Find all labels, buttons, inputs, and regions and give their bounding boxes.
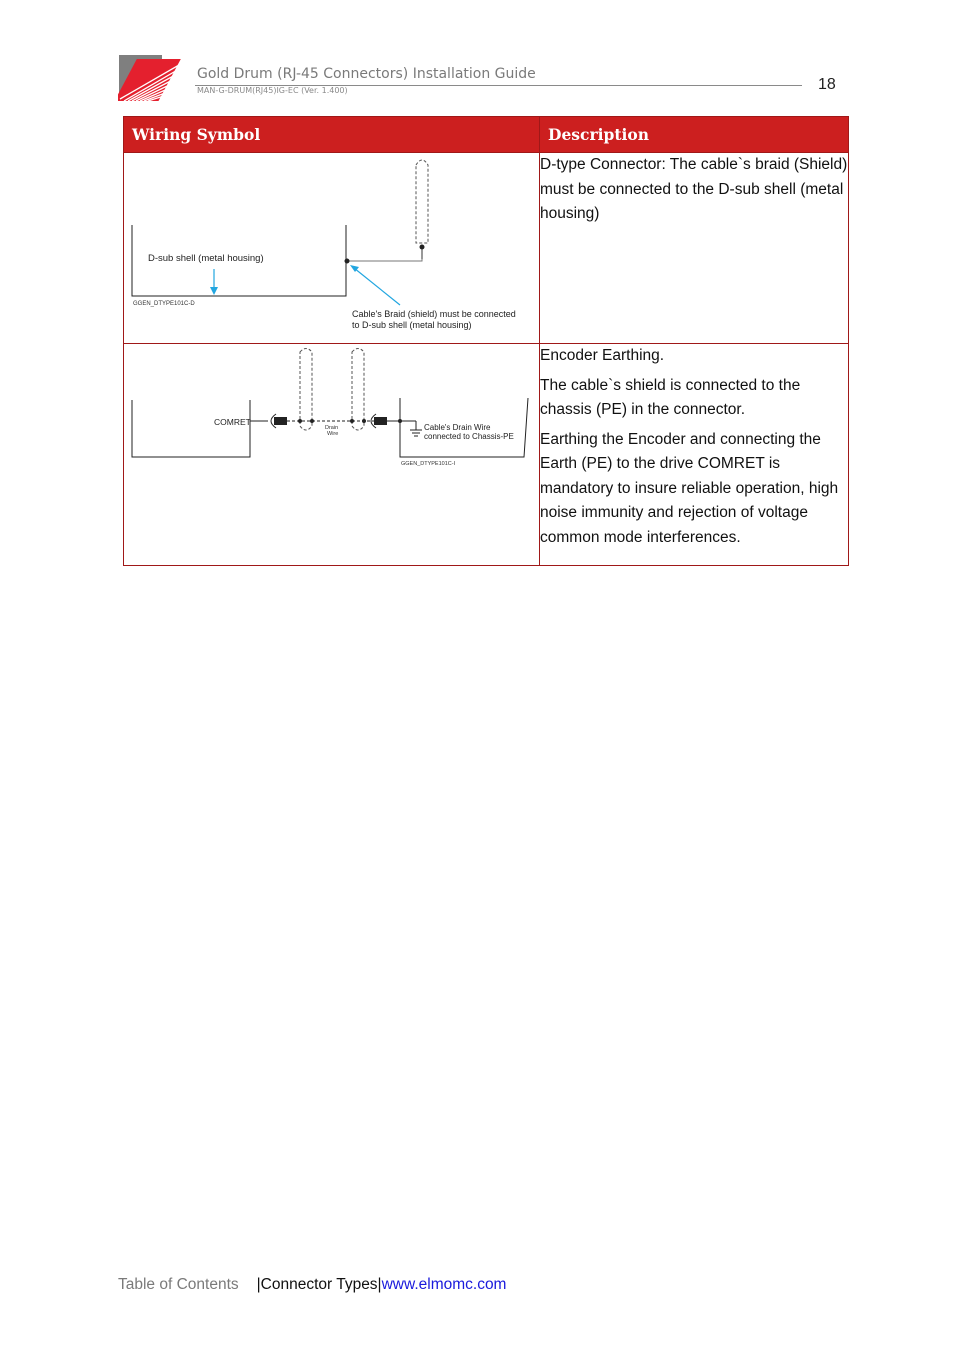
description-cell xyxy=(540,344,849,566)
wiring-symbol-cell xyxy=(124,344,540,566)
chassis-note-line2: connected to Chassis-PE xyxy=(424,432,514,441)
encoder-earthing-diagram xyxy=(124,344,538,561)
dsub-shell-diagram xyxy=(124,153,538,339)
braid-note-line2: to D-sub shell (metal housing) xyxy=(352,320,472,330)
description-text: Encoder Earthing. xyxy=(540,347,665,364)
braid-note-line1: Cable's Braid (shield) must be connected xyxy=(352,309,516,319)
wiring-table xyxy=(123,116,849,566)
chassis-note-line1: Cable's Drain Wire xyxy=(424,423,491,432)
description-text: Earthing the Encoder and connecting the Earth (PE) to the drive COMRET is mandatory to insure reliable operation, high noise immunity and rejection of voltage common mode interferences. xyxy=(540,430,839,546)
description-cell xyxy=(540,153,849,344)
document-code: MAN-G-DRUM(RJ45)IG-EC (Ver. 1.400) xyxy=(197,86,348,95)
column-header-wiring-symbol: Wiring Symbol xyxy=(124,117,540,153)
section-name: |Connector Types| xyxy=(256,1276,382,1293)
drain-wire-label-line1: Drain xyxy=(325,425,339,431)
drain-wire-label-line2: Wire xyxy=(327,431,339,437)
diagram-code: GGEN_DTYPE101C-D xyxy=(133,301,195,307)
description-text: The cable`s shield is connected to the chassis (PE) in the connector. xyxy=(540,376,801,418)
diagram-code: GGEN_DTYPE101C-I xyxy=(401,461,456,467)
shell-label: D-sub shell (metal housing) xyxy=(148,253,264,264)
elmo-logo xyxy=(118,53,186,101)
document-title: Gold Drum (RJ-45 Connectors) Installation Guide xyxy=(197,66,536,82)
description-text: D-type Connector: The cable`s braid (Shield) must be connected to the D-sub shell (metal housing) xyxy=(540,156,848,222)
wiring-symbol-cell xyxy=(124,153,540,344)
website-link[interactable]: www.elmomc.com xyxy=(381,1276,507,1293)
comret-label: COMRET xyxy=(214,417,251,427)
table-row xyxy=(124,344,849,566)
column-header-description: Description xyxy=(540,117,849,153)
toc-link[interactable]: Table of Contents xyxy=(118,1276,239,1293)
table-row xyxy=(124,153,849,344)
page-footer xyxy=(118,1276,506,1294)
page-number: 18 xyxy=(818,76,836,93)
